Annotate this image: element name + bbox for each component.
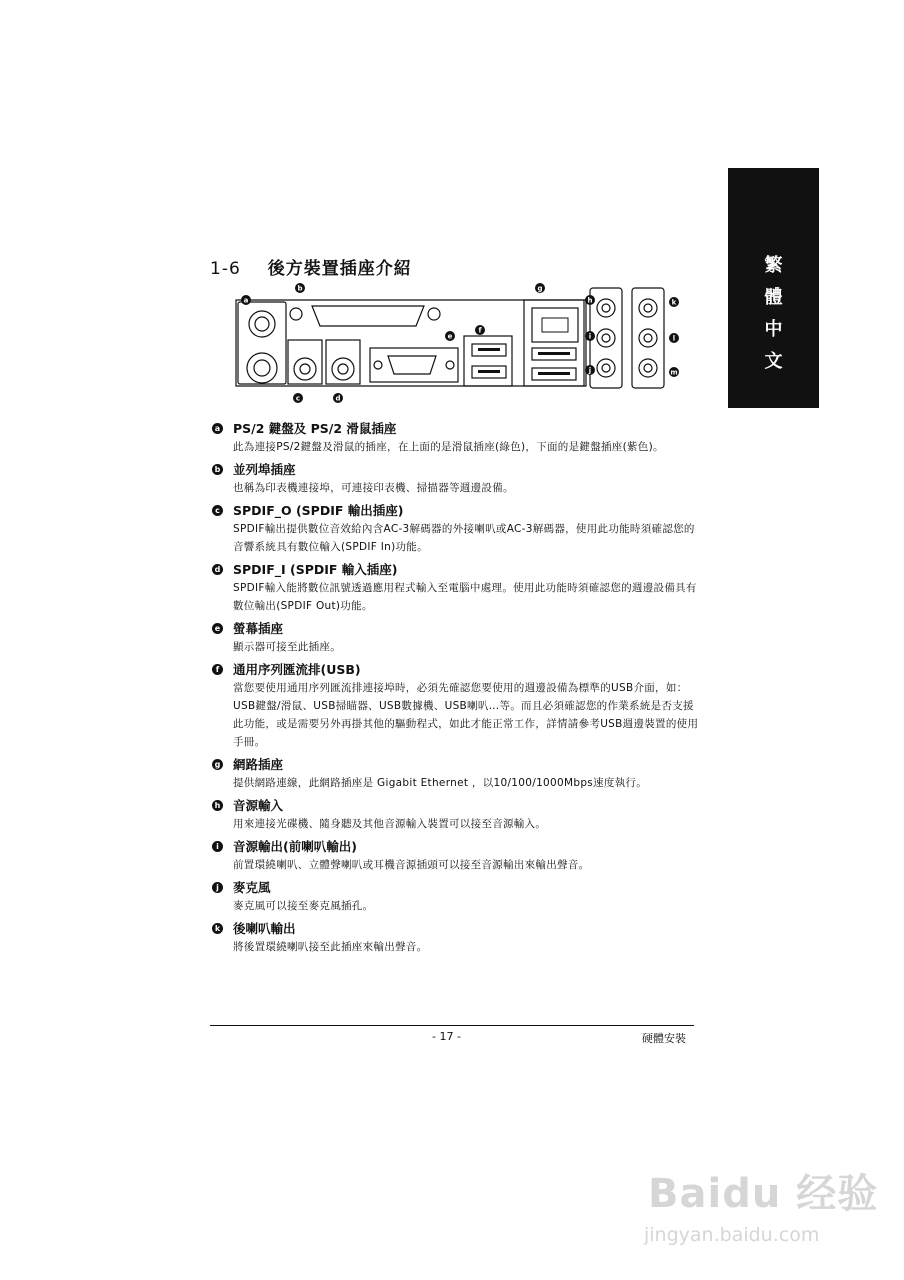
item-title: 後喇叭輸出 <box>233 921 296 936</box>
diagram-label: k <box>671 298 677 307</box>
item-title: 螢幕插座 <box>233 621 284 636</box>
watermark-brand: Baidu 经验 <box>648 1171 879 1217</box>
side-tab-char: 文 <box>764 351 783 372</box>
item-body: SPDIF輸出提供數位音效給內含AC-3解碼器的外接喇叭或AC-3解碼器，使用此功能時須確認您的音響系統具有數位輸入(SPDIF In)功能。 <box>233 523 695 553</box>
lan-port <box>532 308 578 342</box>
watermark <box>640 1140 880 1260</box>
section-title-text: 後方裝置插座介紹 <box>267 259 412 279</box>
list-item <box>212 659 702 751</box>
side-tab-char: 體 <box>764 287 783 308</box>
item-title: 網路插座 <box>233 757 284 772</box>
list-item <box>212 795 702 833</box>
diagram-label: l <box>672 334 676 343</box>
diagram-label: c <box>295 394 301 403</box>
list-item <box>212 918 702 956</box>
diagram-label: b <box>297 284 303 293</box>
section-title <box>210 254 412 279</box>
item-body: 前置環繞喇叭、立體聲喇叭或耳機音源插頭可以接至音源輸出來輸出聲音。 <box>233 859 590 871</box>
language-side-tab <box>728 168 819 408</box>
list-item <box>212 618 702 656</box>
port-descriptions <box>212 418 702 959</box>
item-title: 音源輸出(前喇叭輸出) <box>233 839 357 854</box>
item-title: SPDIF_I (SPDIF 輸入插座) <box>233 562 398 577</box>
ps2-block <box>238 302 286 384</box>
item-marker: g <box>212 759 223 770</box>
audio-stack-1 <box>587 288 622 388</box>
item-marker: a <box>212 423 223 434</box>
list-item <box>212 877 702 915</box>
item-body: 當您要使用通用序列匯流排連接埠時，必須先確認您要使用的週邊設備為標準的USB介面，如：USB鍵盤/滑鼠、USB掃瞄器、USB數據機、USB喇叭…等。而且必須確認您的作業系統是否支援此功能，或是需要另外再掛其他的驅動程式，如此才能正常工作，詳情請參考USB週邊裝置的使用手冊。 <box>233 682 699 748</box>
list-item <box>212 418 702 456</box>
item-marker: e <box>212 623 223 634</box>
item-marker: k <box>212 923 223 934</box>
diagram-label: j <box>588 366 592 375</box>
list-item <box>212 459 702 497</box>
watermark-url: jingyan.baidu.com <box>644 1224 820 1246</box>
diagram-label: g <box>537 284 543 293</box>
item-marker: j <box>212 882 223 893</box>
rear-panel-diagram <box>228 278 678 408</box>
item-marker: h <box>212 800 223 811</box>
diagram-label: m <box>670 368 678 377</box>
item-body: SPDIF輸入能將數位訊號透過應用程式輸入至電腦中處理。使用此功能時須確認您的週邊設備具有數位輸出(SPDIF Out)功能。 <box>233 582 697 612</box>
vga-port <box>388 356 436 374</box>
item-body: 將後置環繞喇叭接至此插座來輸出聲音。 <box>233 941 428 953</box>
side-tab-char: 繁 <box>764 255 783 276</box>
item-marker: d <box>212 564 223 575</box>
footer-divider <box>210 1025 694 1026</box>
item-marker: f <box>212 664 223 675</box>
item-body: 顯示器可接至此插座。 <box>233 641 341 653</box>
list-item <box>212 559 702 615</box>
list-item <box>212 754 702 792</box>
ps2-mouse-port <box>249 311 275 337</box>
item-body: 麥克風可以接至麥克風插孔。 <box>233 900 374 912</box>
item-title: SPDIF_O (SPDIF 輸出插座) <box>233 503 404 518</box>
vga-port-frame <box>370 348 458 382</box>
item-marker: c <box>212 505 223 516</box>
side-tab-char: 中 <box>764 319 783 340</box>
diagram-label: a <box>243 296 249 305</box>
diagram-label: f <box>478 326 482 335</box>
item-title: 音源輸入 <box>233 798 284 813</box>
item-body: 提供網路連線，此網路插座是 Gigabit Ethernet ，以10/100/1000Mbps速度執行。 <box>233 777 648 789</box>
ps2-keyboard-port <box>247 353 277 383</box>
spdif-in-port <box>326 340 360 384</box>
page-number: - 17 - <box>432 1030 461 1043</box>
diagram-label: i <box>588 332 592 341</box>
item-title: 通用序列匯流排(USB) <box>233 662 361 677</box>
item-marker: b <box>212 464 223 475</box>
audio-stack-2 <box>632 288 664 388</box>
footer-section-name: 硬體安裝 <box>642 1032 686 1045</box>
diagram-label: e <box>447 332 453 341</box>
item-marker: i <box>212 841 223 852</box>
item-body: 此為連接PS/2鍵盤及滑鼠的插座，在上面的是滑鼠插座(綠色)，下面的是鍵盤插座(紫色)。 <box>233 441 664 453</box>
item-title: 麥克風 <box>233 880 271 895</box>
list-item <box>212 836 702 874</box>
section-number: 1-6 <box>210 259 241 279</box>
spdif-out-port <box>288 340 322 384</box>
diagram-label: h <box>587 296 593 305</box>
list-item <box>212 500 702 556</box>
item-body: 也稱為印表機連接埠，可連接印表機、掃描器等週邊設備。 <box>233 482 514 494</box>
item-title: PS/2 鍵盤及 PS/2 滑鼠插座 <box>233 421 397 436</box>
diagram-label: d <box>335 394 341 403</box>
item-title: 並列埠插座 <box>233 462 296 477</box>
item-body: 用來連接光碟機、隨身聽及其他音源輸入裝置可以接至音源輸入。 <box>233 818 547 830</box>
parallel-port <box>312 306 424 326</box>
